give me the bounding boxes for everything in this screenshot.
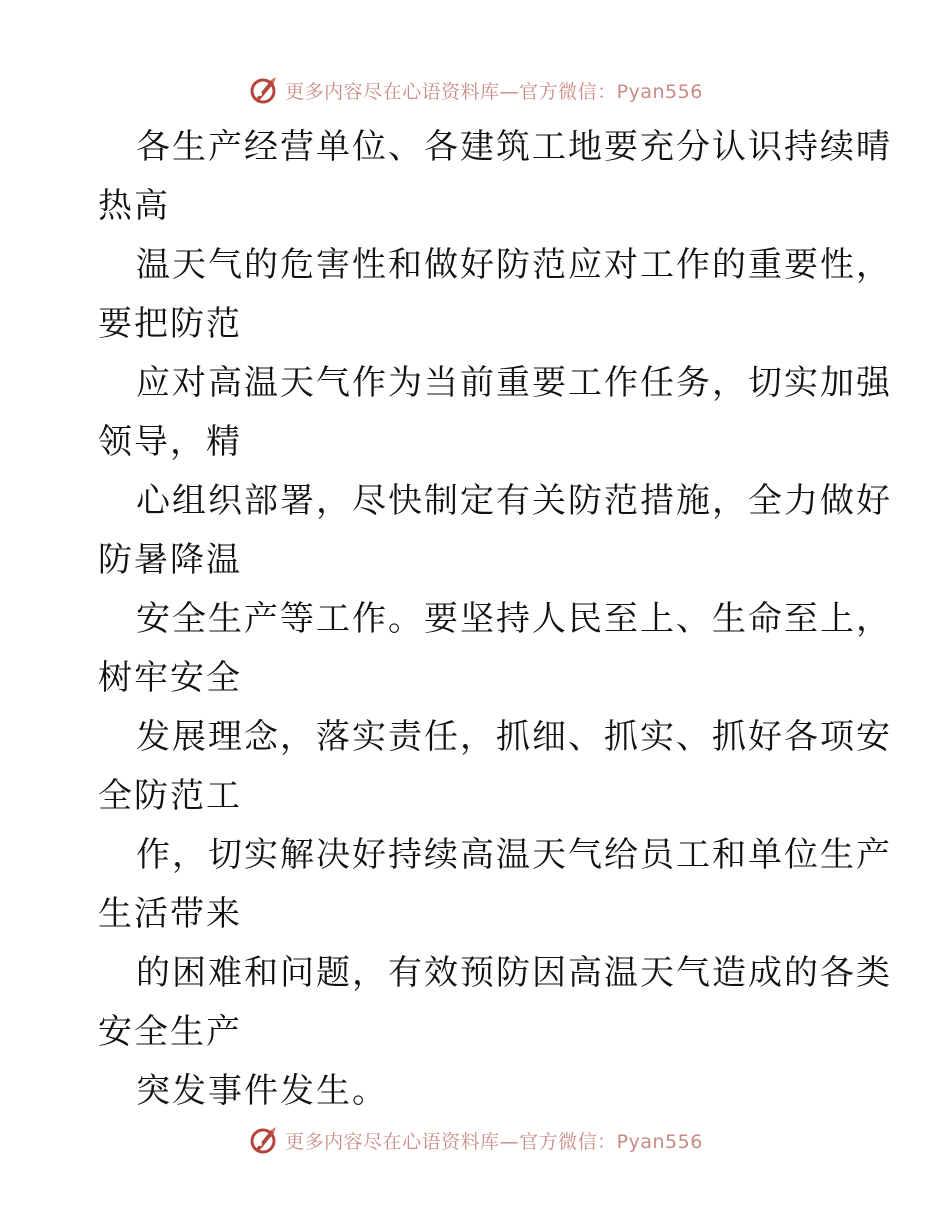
paragraph-line: 防暑降温 xyxy=(98,540,242,580)
paragraph-line: 全防范工 xyxy=(98,776,242,816)
paragraph-line: 应对高温天气作为当前重要工作任务，切实加强 xyxy=(136,363,892,403)
paragraph-line: 生活带来 xyxy=(98,894,242,934)
banner-text: 更多内容尽在心语资料库—官方微信：Pyan556 xyxy=(285,1130,703,1153)
paragraph-line: 树牢安全 xyxy=(98,658,242,698)
footer-banner xyxy=(0,1120,950,1160)
paragraph-line: 热高 xyxy=(98,186,170,226)
header-banner xyxy=(0,70,950,110)
paragraph-line: 各生产经营单位、各建筑工地要充分认识持续晴 xyxy=(136,127,892,167)
paragraph-line: 心组织部署，尽快制定有关防范措施，全力做好 xyxy=(136,481,892,521)
paragraph-line: 发展理念，落实责任，抓细、抓实、抓好各项安 xyxy=(136,717,892,757)
paragraph-line: 领导，精 xyxy=(98,422,242,462)
paragraph-line: 突发事件发生。 xyxy=(136,1071,388,1111)
banner-text: 更多内容尽在心语资料库—官方微信：Pyan556 xyxy=(285,80,703,103)
document-body xyxy=(98,118,892,1121)
paragraph-line: 安全生产等工作。要坚持人民至上、生命至上， xyxy=(136,599,892,639)
quill-pen-logo-icon xyxy=(247,1124,279,1156)
paragraph-line: 的困难和问题，有效预防因高温天气造成的各类 xyxy=(136,953,892,993)
paragraph-line: 温天气的危害性和做好防范应对工作的重要性， xyxy=(136,245,892,285)
quill-pen-logo-icon xyxy=(247,74,279,106)
paragraph-line: 作，切实解决好持续高温天气给员工和单位生产 xyxy=(136,835,892,875)
paragraph-line: 安全生产 xyxy=(98,1012,242,1052)
paragraph-line: 要把防范 xyxy=(98,304,242,344)
